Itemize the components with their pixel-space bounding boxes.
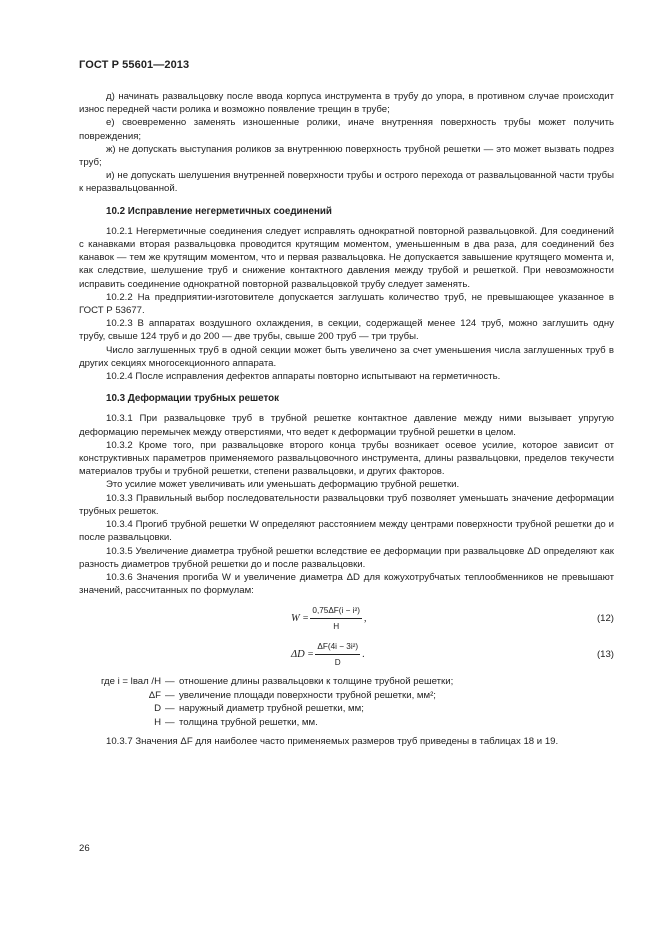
formula-legend (79, 675, 614, 729)
closing-paragraph: 10.3.7 Значения ΔF для наиболее часто применяемых размеров труб приведены в таблицах 18 и 19. (106, 735, 559, 747)
formula-12 (79, 603, 614, 637)
paragraph: 10.3.2 Кроме того, при развальцовке второго конца трубы возникает осевое усилие, которое зависит от конструктивных параметров применяемого развальцовочного инструмента, длины развальцовки, пределов текучести материалов трубы и трубной решетки, степени развальцовки, и других факторов. (79, 439, 614, 478)
legend-row: H — толщина трубной решетки, мм. (79, 716, 614, 729)
legend-row: ΔF — увеличение площади поверхности трубной решетки, мм²; (79, 689, 614, 702)
formula-equals: = (302, 612, 309, 624)
paragraph: 10.2.1 Негерметичные соединения следует исправлять однократной повторной развальцовкой. Для соединений с канавками вторая развальцовка проводится крутящим моментом, уменьшенным в два раза, для соединений без канавок — тем же крутящим моментом, что и первая развальцовка. Не допускается завышение крутящего момента и, как следствие, шелушение труб и снижение контактного давления между трубой и решеткой. При невозможности исправить соединение однократной повторной развальцовкой трубу следует заменять. (79, 225, 614, 290)
list-item: д) начинать развальцовку после ввода корпуса инструмента в трубу до упора, в противном случае происходит износ передней части ролика и возможно появление трещин в трубе; (79, 91, 614, 116)
formula-lhs: W (291, 612, 300, 624)
formula-fraction (310, 604, 362, 633)
legend-symbol: H (154, 716, 161, 728)
formula-denominator: D (334, 657, 341, 667)
standard-header: ГОСТ Р 55601—2013 (79, 59, 190, 71)
legend-row: где i = lвал /H — отношение длины развальцовки к толщине трубной решетки; (79, 675, 614, 688)
paragraph: 10.3.6 Значения прогиба W и увеличение диаметра ΔD для кожухотрубчатых теплообменников не превышают значений, рассчитанных по формулам: (79, 571, 614, 597)
document-body (79, 90, 614, 748)
paragraph: 10.3.3 Правильный выбор последовательности развальцовки труб позволяет уменьшать значение деформации трубных решеток. (79, 492, 614, 517)
formula-number: (12) (596, 613, 614, 625)
paragraph: Число заглушенных труб в одной секции может быть увеличено за счет уменьшения числа заглушенных труб в других секциях многосекционного аппарата. (79, 344, 614, 369)
formula-numerator: ΔF(4i − 3i²) (315, 640, 360, 655)
legend-text: увеличение площади поверхности трубной решетки, мм²; (179, 689, 436, 701)
paragraph: 10.3.4 Прогиб трубной решетки W определяют расстоянием между центрами поверхности трубной решетки до и после развальцовки. (79, 519, 614, 544)
section-heading-10-2: 10.2 Исправление негерметичных соединений (106, 205, 332, 217)
paragraph: 10.2.4 После исправления дефектов аппараты повторно испытывают на герметичность. (106, 371, 501, 383)
formula-fraction (315, 640, 360, 669)
legend-text: отношение длины развальцовки к толщине трубной решетки; (179, 676, 454, 688)
paragraph: 10.3.1 При развальцовке труб в трубной решетке контактное давление между ними вызывает упругую деформацию перемычек между отверстиями, что ведет к деформации трубной решетки в целом. (79, 413, 614, 438)
paragraph: 10.2.3 В аппаратах воздушного охлаждения, в секции, содержащей менее 124 труб, можно заглушить одну трубу, свыше 124 труб и до 200 — две трубы, свыше 200 труб — три трубы. (79, 318, 614, 343)
formula-numerator: 0,75ΔF(i − i²) (310, 604, 362, 619)
formula-13 (79, 639, 614, 673)
legend-symbol: где i = lвал /H (100, 676, 161, 688)
formula-number: (13) (596, 649, 614, 661)
paragraph: Это усилие может увеличивать или уменьшать деформацию трубной решетки. (106, 479, 460, 491)
formula-tail: . (362, 648, 365, 660)
section-heading-10-3: 10.3 Деформации трубных решеток (106, 393, 280, 405)
list-item: е) своевременно заменять изношенные ролики, иначе внутренняя поверхность трубы может получить повреждения; (79, 117, 614, 142)
list-item: и) не допускать шелушения внутренней поверхности трубы и острого перехода от развальцованной части трубы к неразвальцованной. (79, 170, 614, 195)
legend-symbol: D (154, 703, 161, 715)
formula-equals: = (307, 648, 314, 660)
formula-expression (291, 603, 366, 633)
formula-lhs: ΔD (291, 648, 305, 660)
paragraph: 10.3.5 Увеличение диаметра трубной решетки вследствие ее деформации при развальцовке ΔD определяют как разность диаметров трубной решетки до и после развальцовки. (79, 545, 614, 570)
list-item: ж) не допускать выступания роликов за внутреннюю поверхность трубной решетки — это может вызвать подрез труб; (79, 143, 614, 169)
page-number: 26 (79, 843, 90, 854)
paragraph: 10.2.2 На предприятии-изготовителе допускается заглушать количество труб, не превышающее указанное в ГОСТ Р 53677. (79, 291, 614, 317)
legend-text: толщина трубной решетки, мм. (179, 716, 318, 728)
legend-text: наружный диаметр трубной решетки, мм; (179, 703, 364, 715)
legend-symbol: ΔF (148, 689, 161, 701)
formula-denominator: H (333, 621, 340, 631)
formula-expression (291, 639, 365, 669)
legend-row: D — наружный диаметр трубной решетки, мм; (79, 702, 614, 715)
formula-tail: , (363, 612, 367, 624)
